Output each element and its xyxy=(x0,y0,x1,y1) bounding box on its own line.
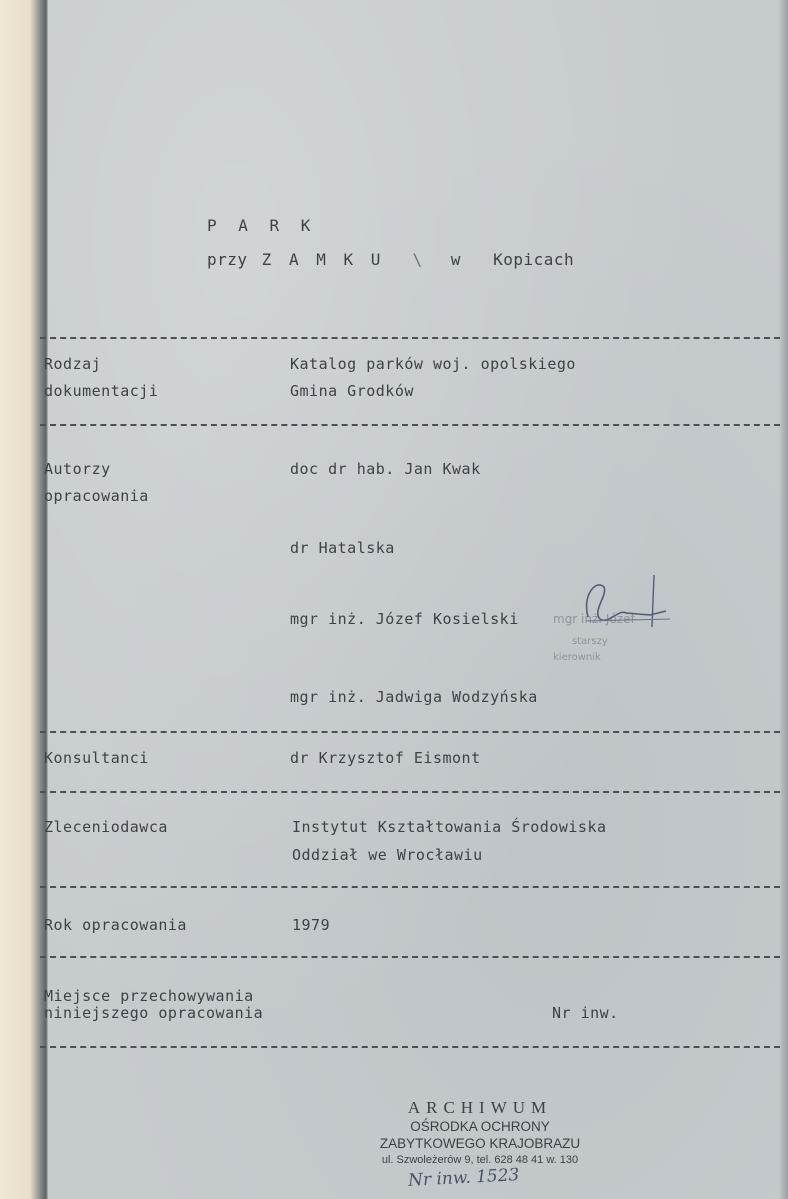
label-miejsce: Miejsce przechowywania xyxy=(44,987,254,1005)
title-line2 xyxy=(207,250,574,269)
value-instytut: Instytut Kształtowania Środowiska xyxy=(292,818,607,836)
author-2: dr Hatalska xyxy=(290,539,395,557)
archive-address: ul. Szwoleżerów 9, tel. 628 48 41 w. 130 xyxy=(381,1154,579,1166)
signature-icon xyxy=(578,575,678,635)
label-opracowania: opracowania xyxy=(44,487,149,505)
title-park: P A R K xyxy=(207,216,317,235)
handwritten-inventory-number: Nr inw. 1523 xyxy=(407,1165,520,1191)
title-w: w xyxy=(450,250,461,269)
title-zamku: Z A M K U xyxy=(261,250,385,269)
label-rok: Rok opracowania xyxy=(44,916,187,934)
divider xyxy=(40,731,780,733)
title-przy: przy xyxy=(207,250,248,269)
stamp-line1: mgr inż. Józef xyxy=(553,612,635,626)
value-katalog: Katalog parków woj. opolskiego xyxy=(290,355,576,373)
divider xyxy=(40,424,780,426)
archive-stamp xyxy=(360,1098,600,1168)
value-gmina: Gmina Grodków xyxy=(290,382,414,400)
binding-strip xyxy=(0,0,48,1199)
archive-title: ARCHIWUM xyxy=(407,1098,553,1117)
divider xyxy=(40,337,780,339)
label-dokumentacji: dokumentacji xyxy=(44,382,159,400)
page-edge xyxy=(778,0,788,1199)
author-4: mgr inż. Jadwiga Wodzyńska xyxy=(290,688,538,706)
label-niniejszego: niniejszego opracowania xyxy=(44,1004,264,1022)
label-konsultanci: Konsultanci xyxy=(44,749,149,767)
divider xyxy=(40,886,780,888)
divider xyxy=(40,1046,780,1048)
title-separator: \ xyxy=(412,250,423,269)
author-1: doc dr hab. Jan Kwak xyxy=(290,460,481,478)
title-place: Kopicach xyxy=(493,250,575,269)
stamp-line3: kierownik xyxy=(553,652,601,663)
label-rodzaj: Rodzaj xyxy=(44,355,102,373)
archive-line2: OŚRODKA OCHRONY xyxy=(410,1119,550,1134)
author-3: mgr inż. Józef Kosielski xyxy=(290,610,519,628)
value-konsultant: dr Krzysztof Eismont xyxy=(290,749,481,767)
value-rok: 1979 xyxy=(292,916,331,934)
divider xyxy=(40,791,780,793)
divider xyxy=(40,956,780,958)
stamp-line2: starszy xyxy=(572,636,608,647)
label-zleceniodawca: Zleceniodawca xyxy=(44,818,168,836)
value-oddzial: Oddział we Wrocławiu xyxy=(292,846,483,864)
label-autorzy: Autorzy xyxy=(44,460,111,478)
archive-line3: ZABYTKOWEGO KRAJOBRAZU xyxy=(379,1136,581,1151)
label-nr-inw: Nr inw. xyxy=(552,1004,619,1022)
